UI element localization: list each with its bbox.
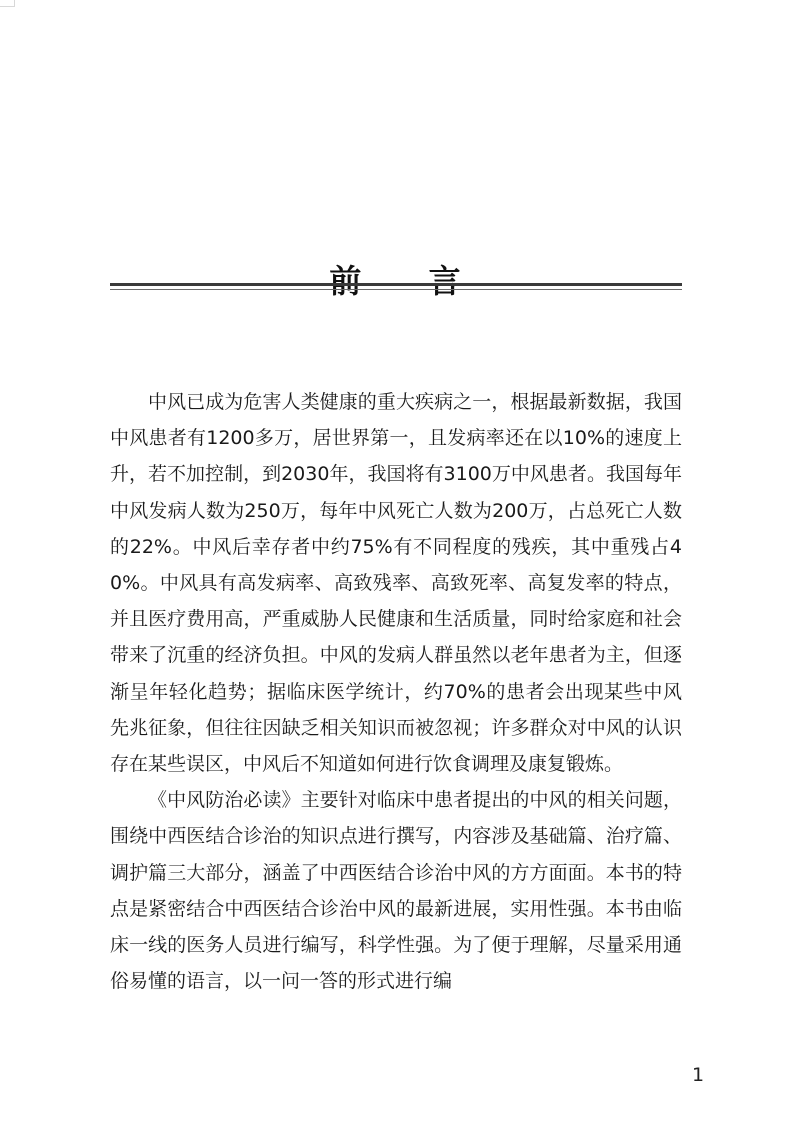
- title-divider-thick: [110, 283, 682, 286]
- crop-mark: [0, 0, 15, 7]
- paragraph-1: 中风已成为危害人类健康的重大疾病之一，根据最新数据，我国中风患者有1200多万，居世界第一，且发病率还在以10%的速度上升，若不加控制，到2030年，我国将有3100万中风患者。我国每年中风发病人数为250万，每年中风死亡人数为200万，占总死亡人数的22%。中风后幸存者中约75%有不同程度的残疾，其中重残占40%。中风具有高发病率、高致残率、高致死率、高复发率的特点，并且医疗费用高，严重威胁人民健康和生活质量，同时给家庭和社会带来了沉重的经济负担。中风的发病人群虽然以老年患者为主，但逐渐呈年轻化趋势；据临床医学统计，约70%的患者会出现某些中风先兆征象，但往往因缺乏相关知识而被忽视；许多群众对中风的认识存在某些误区，中风后不知道如何进行饮食调理及康复锻炼。: [110, 391, 682, 776]
- paragraph-2: 《中风防治必读》主要针对临床中患者提出的中风的相关问题，围绕中西医结合诊治的知识点进行撰写，内容涉及基础篇、治疗篇、调护篇三大部分，涵盖了中西医结合诊治中风的方方面面。本书的特点是紧密结合中西医结合诊治中风的最新进展，实用性强。本书由临床一线的医务人员进行编写，科学性强。为了便于理解，尽量采用通俗易懂的语言，以一问一答的形式进行编: [110, 789, 682, 993]
- title-divider-thin: [110, 289, 682, 290]
- body-text: [110, 384, 682, 999]
- page-number: 1: [692, 1064, 705, 1086]
- page-title: 前 言: [329, 262, 489, 301]
